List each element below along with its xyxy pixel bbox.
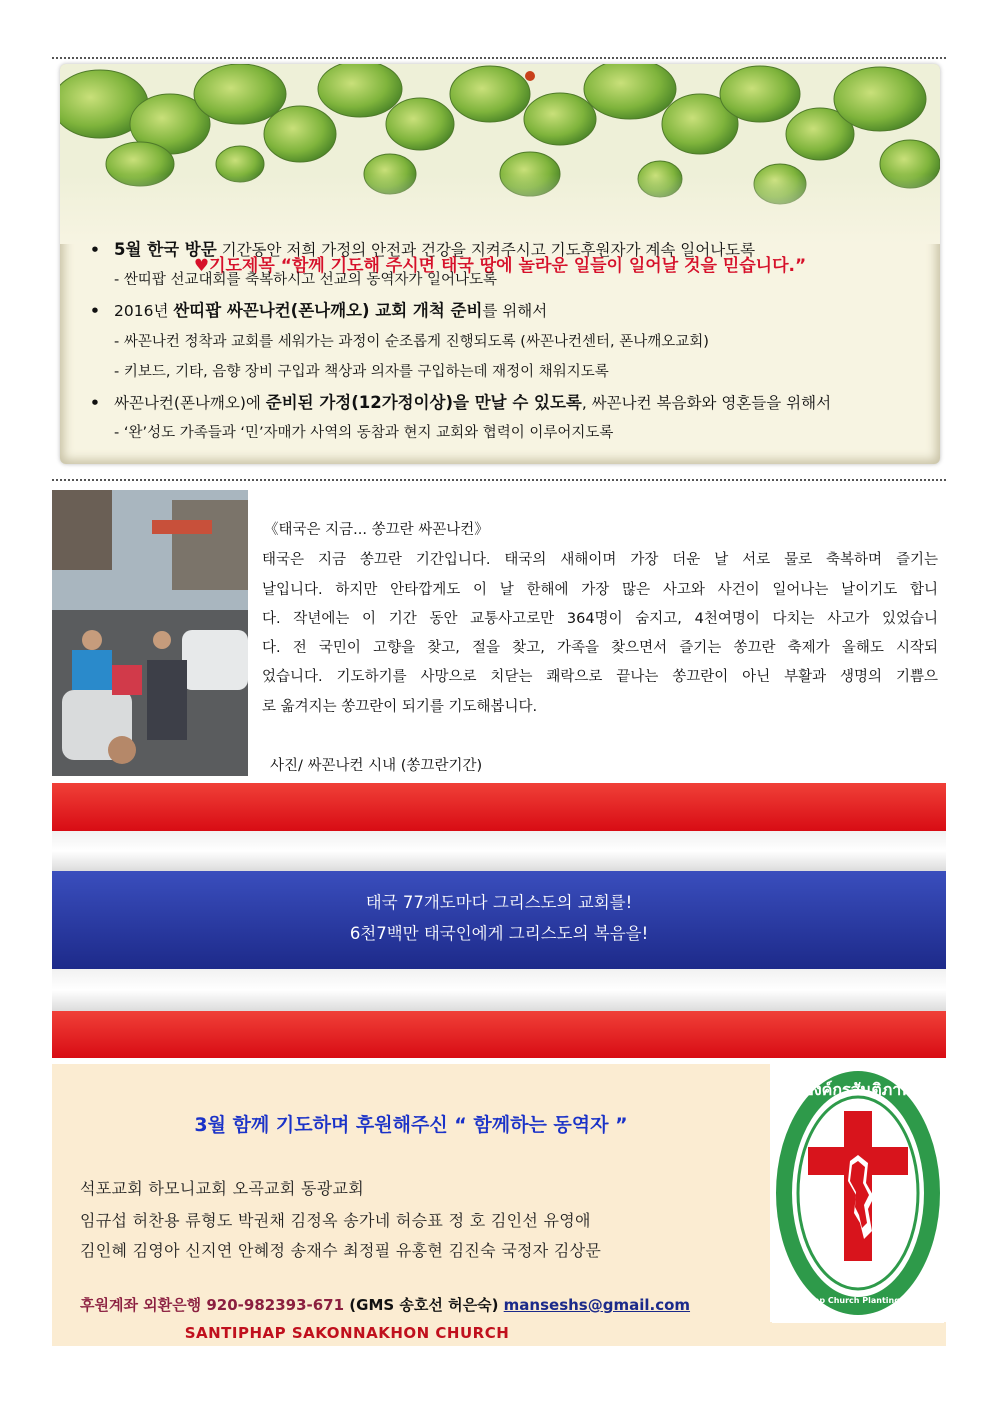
- santiphap-logo-seal: [772, 1065, 944, 1323]
- supporter-names-1: 임규섭 허찬용 류형도 박권채 김정옥 송가네 허승표 정 호 김인선 유영애: [80, 1211, 591, 1230]
- prayer-item-1-text: 기간동안 저희 가정의 안전과 건강을 지켜주시고 기도후원자가 계속 일어나도록: [216, 241, 756, 259]
- songkran-paragraph-line: 다. 전 국민이 고향을 찾고, 절을 찾고, 가족을 찾으면서 즐기는 쏭끄란 축제가 올해도 시작되: [262, 640, 938, 656]
- prayer-item-2-pre: 2016년: [114, 302, 174, 320]
- logo-ring-text: Santiphap Church Planting Mission: [779, 1296, 937, 1305]
- songkran-paragraph-line: 다. 작년에는 이 기간 동안 교통사고로만 364명이 숨지고, 4천여명이 다치는 사고가 있었습니: [262, 611, 938, 627]
- songkran-heading: 《태국은 지금... 쏭끄란 싸꼰나컨》: [264, 522, 489, 538]
- bullet-icon: •: [90, 394, 100, 412]
- songkran-street-photo: [52, 490, 248, 776]
- bullet-icon: •: [90, 241, 100, 259]
- prayer-sub-1-1: - 싼띠팝 선교대회를 축복하시고 선교의 동역자가 일어나도록: [114, 272, 498, 288]
- supporter-names-2: 김인혜 김영아 신지연 안혜정 송재수 최정필 유홍현 김진숙 국정자 김상문: [80, 1241, 602, 1260]
- prayer-item-2-bold: 싼띠팝 싸꼰나컨(폰나깨오) 교회 개척 준비: [173, 301, 483, 320]
- supporters-box: [52, 1064, 770, 1322]
- bullet-icon: •: [90, 302, 100, 320]
- top-dotted-divider: [52, 57, 946, 59]
- prayer-item-3-bold: 준비된 가정(12가정이상)을 만날 수 있도록: [265, 393, 582, 412]
- prayer-item-3-text: , 싸꼰나컨 복음화와 영혼들을 위해서: [581, 394, 832, 412]
- songkran-paragraph-line: 로 옮겨지는 쏭끄란이 되기를 기도해봅니다.: [262, 699, 538, 715]
- flag-banner-text: [52, 887, 946, 949]
- prayer-item-1-bold: 5월 한국 방문: [114, 240, 217, 259]
- prayer-item-3-pre: 싸꼰나컨(폰나깨오)에: [114, 394, 266, 412]
- leaves-decoration: [60, 64, 940, 244]
- account-label: 후원계좌 외환은행 920-982393-671: [80, 1296, 345, 1314]
- prayer-request-box: [60, 64, 940, 464]
- church-logo: [772, 1065, 944, 1323]
- account-holder: (GMS 송호선 허은숙): [344, 1296, 504, 1314]
- songkran-paragraph-line: 날입니다. 하지만 안타깝게도 이 날 한해에 가장 많은 사고와 사건이 일어나는 날이기도 합니: [262, 582, 938, 598]
- prayer-item-2-text: 를 위해서: [482, 302, 548, 320]
- prayer-item-2: [90, 297, 547, 321]
- supporter-churches: 석포교회 하모니교회 오곡교회 동광교회: [80, 1179, 365, 1198]
- prayer-sub-2-1: - 싸꼰나컨 정착과 교회를 세워가는 과정이 순조롭게 진행되도록 (싸꼰나컨센터, 폰나깨오교회): [114, 334, 709, 350]
- songkran-paragraph-line: 었습니다. 기도하기를 사망으로 치닫는 쾌락으로 끝나는 쏭끄란이 아닌 부활과 생명의 기쁨으: [262, 669, 938, 685]
- flag-line-2: 6천7백만 태국인에게 그리스도의 복음을!: [349, 924, 649, 943]
- email-link[interactable]: manseshs@gmail.com: [503, 1296, 691, 1314]
- church-name-strip: [52, 1322, 946, 1346]
- middle-dotted-divider: [52, 479, 946, 481]
- prayer-item-1: [90, 236, 755, 260]
- prayer-item-3: [90, 389, 831, 413]
- prayer-sub-2-2: - 키보드, 기타, 음향 장비 구입과 책상과 의자를 구입하는데 재정이 채워지도록: [114, 364, 609, 380]
- songkran-paragraph-line: 태국은 지금 쏭끄란 기간입니다. 태국의 새해이며 가장 더운 날 서로 물로 축복하며 즐기는: [262, 552, 938, 568]
- flag-line-1: 태국 77개도마다 그리스도의 교회를!: [365, 893, 633, 912]
- donation-account: [80, 1294, 690, 1315]
- prayer-sub-3-1: - ‘완’성도 가족들과 ‘민’자매가 사역의 동참과 현지 교회와 협력이 이루어지도록: [114, 425, 614, 441]
- supporters-title: 3월 함께 기도하며 후원해주신 “ 함께하는 동역자 ”: [194, 1114, 628, 1136]
- church-name: SANTIPHAP SAKONNAKHON CHURCH: [184, 1324, 510, 1342]
- prayer-title: ♥기도제목 “함께 기도해 주시면 태국 땅에 놀라운 일들이 일어날 것을 믿습니다.”: [193, 256, 807, 276]
- photo-caption: 사진/ 싸꼰나컨 시내 (쏭끄란기간): [270, 758, 483, 774]
- logo-top-text: องค์กรสันติภาพ: [804, 1080, 912, 1099]
